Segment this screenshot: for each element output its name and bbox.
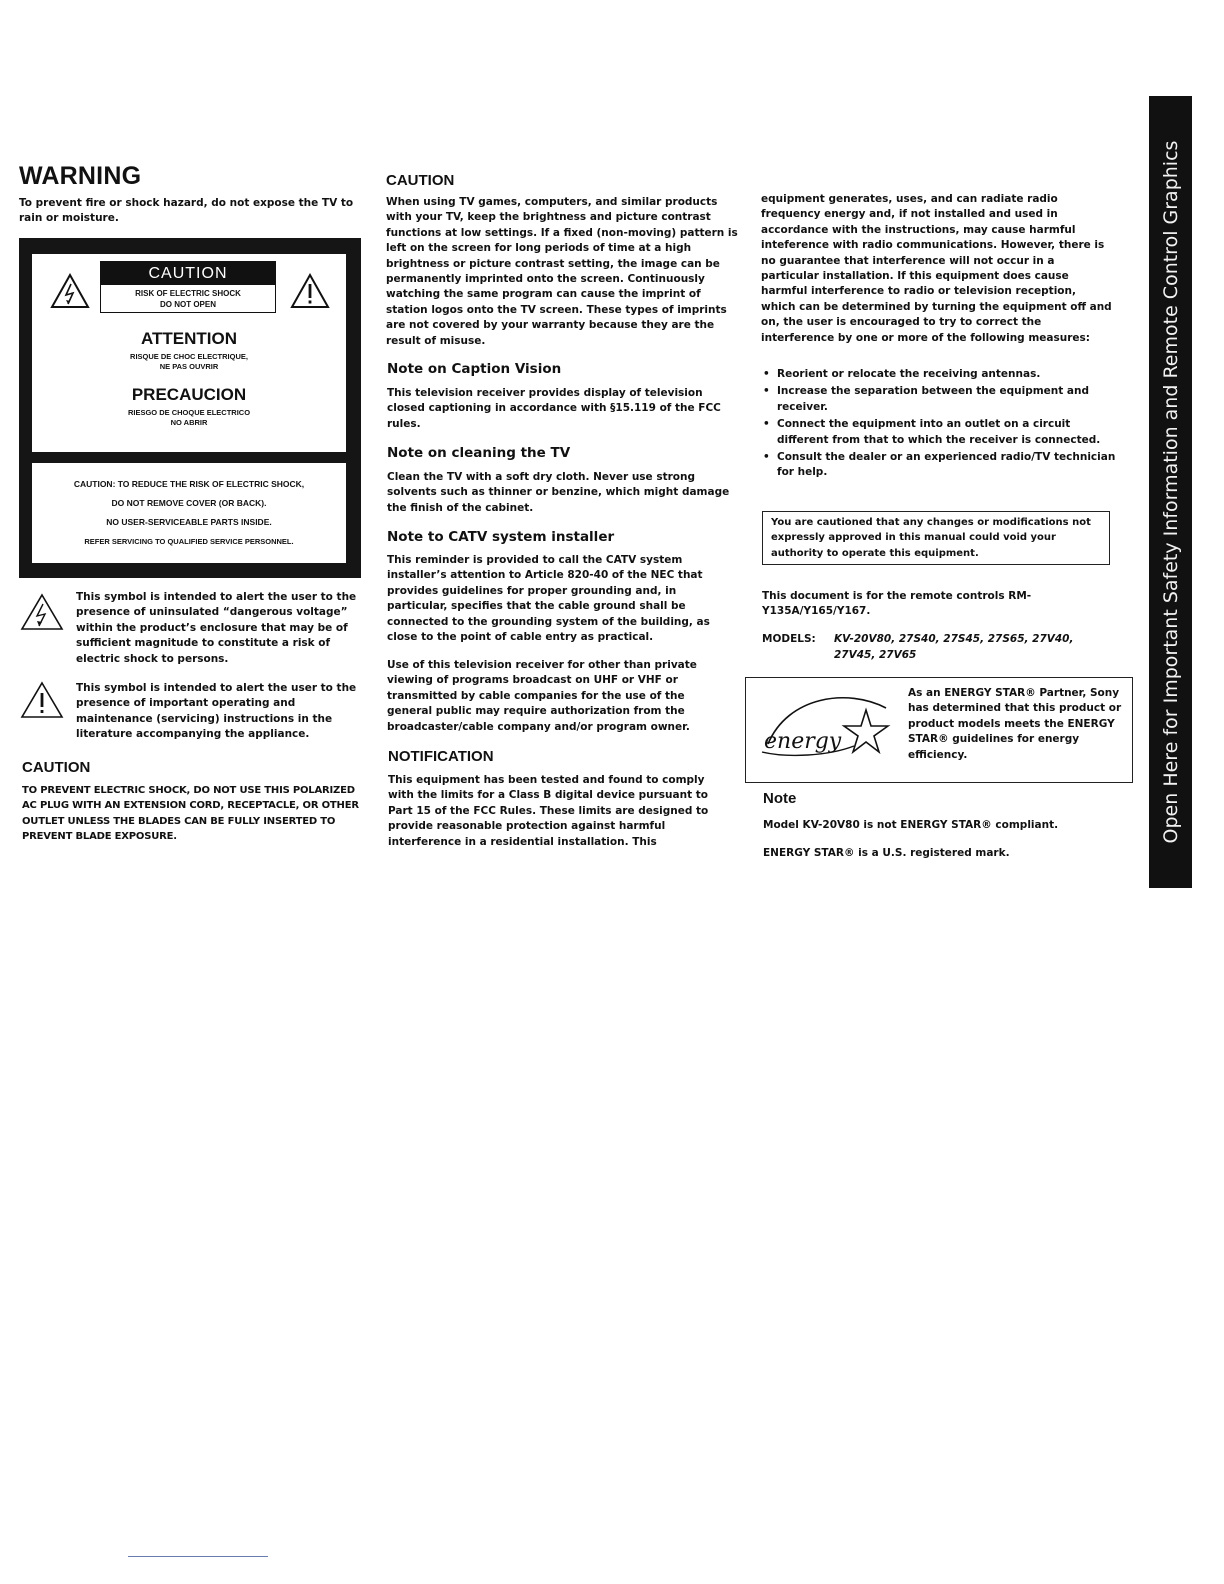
caution-plug-title: CAUTION — [22, 759, 91, 776]
electric-bolt-icon — [50, 273, 90, 309]
cleaning-title: Note on cleaning the TV — [387, 445, 571, 461]
electric-bolt-icon — [20, 593, 64, 631]
fcc-changes-box — [762, 511, 1110, 565]
caution-tag — [100, 261, 276, 313]
label-lower-line: CAUTION: TO REDUCE THE RISK OF ELECTRIC SHOCK, — [73, 479, 305, 489]
precaucion-heading: PRECAUCION — [131, 385, 247, 404]
label-lower-panel — [32, 463, 346, 563]
catv-title: Note to CATV system installer — [387, 529, 615, 545]
side-tab — [1149, 96, 1192, 888]
label-lower-line: NO USER-SERVICEABLE PARTS INSIDE. — [106, 517, 272, 527]
attention-line1: RISQUE DE CHOC ELECTRIQUE, — [130, 352, 248, 361]
energy-logo-text: energy — [764, 729, 842, 754]
caution-tag-line2: DO NOT OPEN — [159, 300, 216, 309]
exclamation-symbol-text: This symbol is intended to alert the user to the presence of important operating and maintenance (servicing) instructions in the literature accompanying the appliance. — [76, 682, 357, 741]
attention-line2: NE PAS OUVRIR — [159, 362, 219, 371]
list-item: • Consult the dealer or an experienced radio/TV technician for help. — [761, 450, 1116, 481]
precaucion-line2: NO ABRIR — [170, 418, 208, 427]
note-text-2: ENERGY STAR® is a U.S. registered mark. — [763, 847, 1010, 859]
label-upper-panel — [32, 254, 346, 452]
side-tab-text: Open Here for Important Safety Information and Remote Control Graphics — [1159, 140, 1182, 844]
warning-label — [19, 238, 361, 578]
energy-star-text: As an ENERGY STAR® Partner, Sony has determined that this product or product models meets the ENERGY STAR® guidelines for energy efficiency. — [908, 687, 1122, 761]
precaucion-line1: RIESGO DE CHOQUE ELECTRICO — [127, 408, 251, 417]
catv-text: This reminder is provided to call the CATV system installer’s attention to Article 820-40 of the NEC that provides guidelines for proper grounding and, in particular, specifies that the cable ground shall be connected to the grounding system of the building, as close to the point of cable entry as practical. — [387, 554, 710, 644]
notification-title: NOTIFICATION — [388, 748, 494, 765]
caution-plug-text: TO PREVENT ELECTRIC SHOCK, DO NOT USE THIS POLARIZED AC PLUG WITH AN EXTENSION CORD, RECEPTACLE, OR OTHER OUTLET UNLESS THE BLADES CAN BE FULLY INSERTED TO PREVENT BLADE EXPOSURE. — [22, 785, 359, 843]
bolt-symbol-text: This symbol is intended to alert the user to the presence of uninsulated “dangerous voltage” within the product’s enclosure that may be of sufficient magnitude to constitute a risk of electric shock to persons. — [76, 591, 357, 665]
attention-heading: ATTENTION — [140, 329, 237, 348]
col2-caution-title: CAUTION — [386, 172, 455, 189]
fcc-continued-text: equipment generates, uses, and can radiate radio frequency energy and, if not installed and used in accordance with the instructions, may cause harmful inteference with radio communications. However, there is no guarantee that interference will not occur in a particular installation. If this equipment does cause harmful interference to radio or television reception, which can be determined by turning the equipment off and on, the user is encouraged to try to correct the interference by one or more of the following measures: — [761, 193, 1112, 344]
energy-star-box — [745, 677, 1133, 783]
caption-vision-title: Note on Caption Vision — [387, 361, 562, 377]
label-lower-line: REFER SERVICING TO QUALIFIED SERVICE PERSONNEL. — [84, 537, 294, 546]
warning-title: WARNING — [19, 162, 142, 190]
list-item: • Connect the equipment into an outlet on a circuit different from that to which the receiver is connected. — [761, 417, 1116, 448]
models-label: MODELS: — [762, 633, 816, 645]
label-lower-line: DO NOT REMOVE COVER (OR BACK). — [111, 498, 267, 508]
remote-controls-text: This document is for the remote controls RM-Y135A/Y165/Y167. — [762, 590, 1032, 618]
caption-vision-text: This television receiver provides display of television closed captioning in accordance with §15.119 of the FCC rules. — [387, 387, 721, 430]
notification-text: This equipment has been tested and found to comply with the limits for a Class B digital device pursuant to Part 15 of the FCC Rules. These limits are designed to provide reasonable protection against harmful interference in a residential installation. This — [388, 774, 709, 848]
note-title: Note — [763, 790, 797, 807]
caution-tag-title: CAUTION — [101, 262, 275, 285]
note-text-1: Model KV-20V80 is not ENERGY STAR® compliant. — [763, 819, 1059, 831]
warning-text: To prevent fire or shock hazard, do not expose the TV to rain or moisture. — [19, 197, 354, 225]
models-block — [762, 632, 1122, 661]
energy-star-logo-icon — [758, 686, 898, 772]
list-item: • Increase the separation between the equipment and receiver. — [761, 384, 1116, 415]
list-item: • Reorient or relocate the receiving antennas. — [761, 367, 1116, 382]
footer-rule — [128, 1556, 268, 1557]
exclamation-triangle-icon — [290, 273, 330, 309]
models-value-2: 27V45, 27V65 — [834, 649, 917, 661]
fcc-changes-text: You are cautioned that any changes or modifications not expressly approved in this manual could void your authority to operate this equipment. — [771, 517, 1091, 559]
measures-list — [761, 367, 1116, 481]
caution-tag-line1: RISK OF ELECTRIC SHOCK — [135, 289, 241, 298]
models-value-1: KV-20V80, 27S40, 27S45, 27S65, 27V40, — [834, 633, 1074, 645]
col2-caution-text: When using TV games, computers, and similar products with your TV, keep the brightness and picture contrast functions at low settings. If a fixed (non-moving) pattern is left on the screen for long periods of time at a high brightness or picture contrast setting, the image can be permanently imprinted onto the screen. Continuously watching the same program can cause the imprint of station logos onto the TV screen. These types of imprints are not covered by your warranty because they are the result of misuse. — [386, 196, 738, 347]
private-viewing-text: Use of this television receiver for other than private viewing of programs broadcast on UHF or VHF or transmitted by cable companies for the use of the general public may require authorization from the broadcaster/cable company and/or program owner. — [387, 659, 697, 733]
exclamation-triangle-icon — [20, 681, 64, 719]
cleaning-text: Clean the TV with a soft dry cloth. Never use strong solvents such as thinner or benzine, which might damage the finish of the cabinet. — [387, 471, 730, 514]
